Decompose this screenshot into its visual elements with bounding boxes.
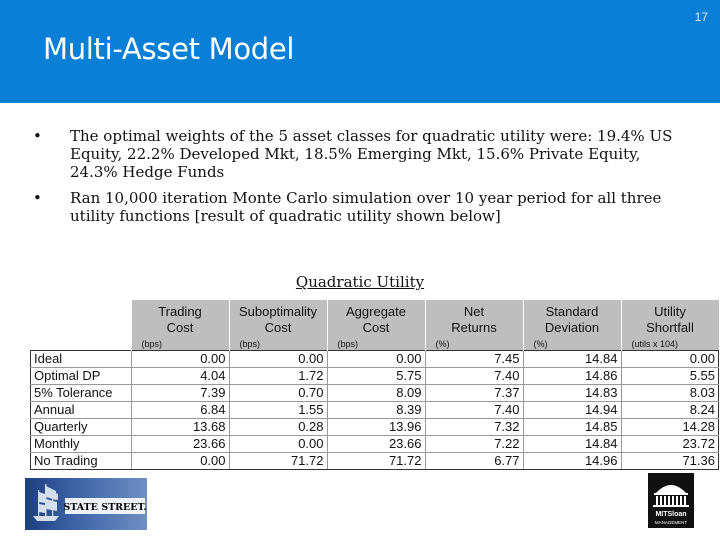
column-unit: (bps) [337,339,359,349]
logo-text-state-street: STATE STREET. [63,502,147,513]
column-header-line1: Suboptimality [238,304,318,319]
logo-text-mitsloan: MITSloan [655,511,687,518]
bullet-icon: • [33,127,42,145]
table-row [31,385,719,402]
column-unit: (%) [533,339,548,349]
table-row [31,436,719,453]
table-cell: 0.28 [229,419,327,436]
table-row [31,453,719,470]
column-header-line2: Returns [451,320,497,335]
table-cell: 1.72 [229,368,327,385]
table-cell: 8.09 [327,385,425,402]
table-cell: 7.37 [425,385,523,402]
table-cell: 0.00 [327,351,425,368]
slide-title: Multi-Asset Model [43,32,295,66]
table-cell: 0.70 [229,385,327,402]
table-cell: 7.45 [425,351,523,368]
row-label: Quarterly [31,419,132,436]
results-table-container [30,300,719,470]
table-cell: 71.72 [229,453,327,470]
table-cell: 14.84 [523,351,621,368]
column-header-line2: Deviation [544,320,600,335]
table-cell: 1.55 [229,402,327,419]
table-cell: 23.66 [131,436,229,453]
table-cell: 14.94 [523,402,621,419]
table-cell: 14.83 [523,385,621,402]
column-header-aggregate-cost [327,300,425,351]
table-cell: 8.03 [621,385,719,402]
slide-number: 17 [694,10,708,24]
table-cell: 14.28 [621,419,719,436]
row-label: No Trading [31,453,132,470]
table-cell: 71.36 [621,453,719,470]
table-cell: 14.84 [523,436,621,453]
table-row [31,368,719,385]
column-unit: (utils x 104) [631,339,679,349]
bullet-item [32,189,692,225]
table-cell: 7.32 [425,419,523,436]
column-unit: (bps) [239,339,261,349]
table-row [31,351,719,368]
table-cell: 23.72 [621,436,719,453]
column-header-net-returns [425,300,523,351]
table-cell: 14.86 [523,368,621,385]
table-cell: 14.96 [523,453,621,470]
table-cell: 13.96 [327,419,425,436]
bullet-icon: • [33,189,42,207]
bullet-item [32,127,692,181]
table-cell: 0.00 [131,453,229,470]
column-unit: (bps) [141,339,163,349]
table-cell: 13.68 [131,419,229,436]
table-cell: 8.39 [327,402,425,419]
column-header-utility-shortfall [621,300,719,351]
table-row [31,419,719,436]
column-header-line1: Trading [158,304,202,319]
table-cell: 7.40 [425,368,523,385]
table-cell: 7.40 [425,402,523,419]
table-caption: Quadratic Utility [295,273,425,291]
table-cell: 23.66 [327,436,425,453]
table-cell: 0.00 [621,351,719,368]
column-header-line2: Cost [166,320,194,335]
table-row [31,402,719,419]
row-label: Annual [31,402,132,419]
table-cell: 7.22 [425,436,523,453]
row-label: 5% Tolerance [31,385,132,402]
table-cell: 7.39 [131,385,229,402]
column-unit: (%) [435,339,450,349]
mit-dome-icon [648,473,694,528]
table-cell: 6.77 [425,453,523,470]
row-label: Optimal DP [31,368,132,385]
column-header-line2: Cost [264,320,292,335]
bullet-text: The optimal weights of the 5 asset classes for quadratic utility were: 19.4% US Equity, 22.2% Developed Mkt, 18.5% Emerging Mkt, 15.6% Private Equity, 24.3% Hedge Funds [70,127,673,181]
column-header-line2: Shortfall [646,320,694,335]
table-cell: 0.00 [229,351,327,368]
table-cell: 71.72 [327,453,425,470]
column-header-line1: Net [463,304,485,319]
table-cell: 14.85 [523,419,621,436]
column-header-line1: Standard [545,304,599,319]
bullet-text: Ran 10,000 iteration Monte Carlo simulation over 10 year period for all three utility functions [result of quadratic utility shown below] [70,189,662,225]
table-cell: 5.55 [621,368,719,385]
table-cell: 6.84 [131,402,229,419]
table-cell: 0.00 [131,351,229,368]
row-label: Ideal [31,351,132,368]
bullet-list [32,127,692,233]
column-header-line2: Cost [362,320,390,335]
column-header-trading-cost [131,300,229,351]
column-header-standard-deviation [523,300,621,351]
mit-sloan-logo [648,473,694,528]
table-cell: 4.04 [131,368,229,385]
ship-icon [25,478,147,530]
table-cell: 8.24 [621,402,719,419]
table-cell: 5.75 [327,368,425,385]
table-cell: 0.00 [229,436,327,453]
logo-text-management: MANAGEMENT [654,520,688,525]
corner-cell [31,300,132,351]
table-header-row [31,300,719,351]
state-street-logo [25,478,147,530]
column-header-line1: Aggregate [346,304,406,319]
column-header-suboptimality-cost [229,300,327,351]
results-table [30,300,719,470]
row-label: Monthly [31,436,132,453]
column-header-line1: Utility [654,304,686,319]
title-bar [0,0,720,103]
